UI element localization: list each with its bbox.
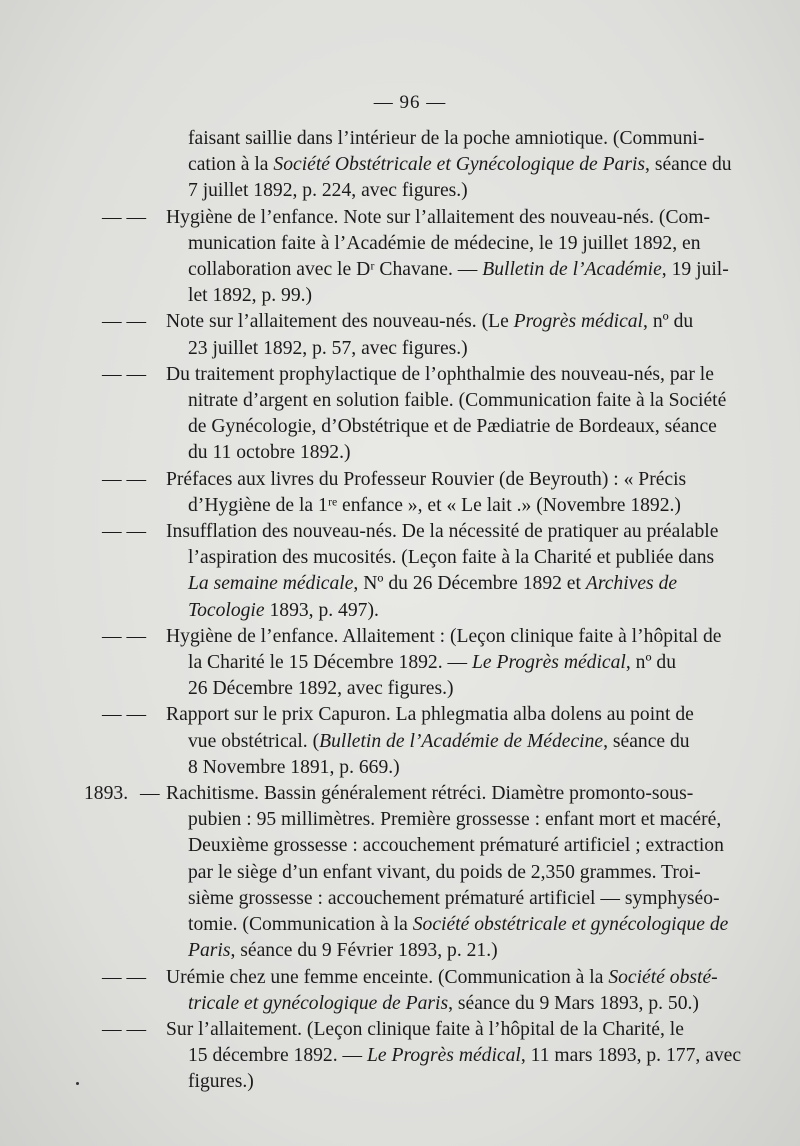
entry-line: Du traitement prophylactique de l’ophthalmie des nouveau-nés, par le <box>166 363 714 385</box>
entry-line: Rachitisme. Bassin généralement rétréci. Diamètre promonto-sous- <box>166 783 694 805</box>
bibliography-entry <box>0 702 800 781</box>
entry-line: l’aspiration des mucosités. (Leçon faite à la Charité et publiée dans <box>188 547 715 569</box>
entry-line: munication faite à l’Académie de médecine, le 19 juillet 1892, en <box>188 232 701 254</box>
bibliography-entry <box>0 965 800 1017</box>
entry-line: cation à la Société Obstétricale et Gynécologique de Paris, séance du <box>188 154 732 176</box>
entry-line: Insufflation des nouveau-nés. De la nécessité de pratiquer au préalable <box>166 521 719 543</box>
bibliography-entry <box>0 624 800 703</box>
entry-line: vue obstétrical. (Bulletin de l’Académie de Médecine, séance du <box>188 730 690 752</box>
ditto-marker: — — <box>102 468 147 490</box>
entry-text <box>166 781 746 964</box>
bibliography-entry <box>0 781 800 964</box>
entry-line: collaboration avec le Dʳ Chavane. — Bulletin de l’Académie, 19 juil- <box>188 259 729 281</box>
entry-text <box>166 309 746 361</box>
ditto-marker: — — <box>102 1018 147 1040</box>
entry-line: tomie. (Communication à la Société obstétricale et gynécologique de <box>188 914 729 936</box>
entry-line: tricale et gynécologique de Paris, séance du 9 Mars 1893, p. 50.) <box>188 992 699 1014</box>
bibliography-entry <box>0 309 800 361</box>
entry-line: Sur l’allaitement. (Leçon clinique faite à l’hôpital de la Charité, le <box>166 1018 684 1040</box>
entry-text <box>166 519 746 624</box>
entry-text <box>166 702 746 781</box>
bibliography-entry <box>0 126 800 205</box>
entry-line: 26 Décembre 1892, avec figures.) <box>188 678 454 700</box>
entry-text <box>166 362 746 467</box>
bibliography-entry <box>0 362 800 467</box>
entry-text <box>166 624 746 703</box>
entry-line: 15 décembre 1892. — Le Progrès médical, 11 mars 1893, p. 177, avec <box>188 1045 742 1067</box>
ditto-marker: — — <box>102 206 147 228</box>
entry-line: pubien : 95 millimètres. Première grossesse : enfant mort et macéré, <box>188 809 722 831</box>
ditto-marker: — — <box>102 311 147 333</box>
print-speck <box>76 1082 79 1085</box>
entry-line: faisant saillie dans l’intérieur de la poche amniotique. (Communi- <box>188 128 705 149</box>
bibliography-entry <box>0 205 800 310</box>
entry-year: 1893. <box>84 783 129 805</box>
entry-text <box>188 126 746 205</box>
bibliography-list <box>0 126 800 1096</box>
ditto-marker: — — <box>102 521 147 543</box>
entry-line: Hygiène de l’enfance. Note sur l’allaitement des nouveau-nés. (Com- <box>166 206 711 228</box>
entry-line: let 1892, p. 99.) <box>188 285 313 307</box>
entry-line: par le siège d’un enfant vivant, du poids de 2,350 grammes. Troi- <box>188 861 701 883</box>
entry-line: Préfaces aux livres du Professeur Rouvier (de Beyrouth) : « Précis <box>166 468 687 490</box>
entry-line: la Charité le 15 Décembre 1892. — Le Progrès médical, nº du <box>188 652 677 674</box>
ditto-marker: — — <box>102 363 147 385</box>
entry-line: Paris, séance du 9 Février 1893, p. 21.) <box>188 940 498 962</box>
entry-line: de Gynécologie, d’Obstétrique et de Pædiatrie de Bordeaux, séance <box>188 416 717 438</box>
entry-line: Hygiène de l’enfance. Allaitement : (Leçon clinique faite à l’hôpital de <box>166 625 722 647</box>
entry-text <box>166 205 746 310</box>
bibliography-entry <box>0 467 800 519</box>
entry-line: Deuxième grossesse : accouchement prématuré artificiel ; extraction <box>188 835 724 857</box>
entry-line: Tocologie 1893, p. 497). <box>188 599 379 621</box>
entry-line: 23 juillet 1892, p. 57, avec figures.) <box>188 337 468 359</box>
entry-line: Note sur l’allaitement des nouveau-nés. (Le Progrès médical, nº du <box>166 311 694 333</box>
entry-line: sième grossesse : accouchement prématuré artificiel — symphyséo- <box>188 887 720 909</box>
bibliography-entry <box>0 519 800 624</box>
entry-text <box>166 965 746 1017</box>
ditto-marker: — — <box>102 704 147 726</box>
page-number: — 96 — <box>373 92 447 113</box>
entry-text <box>166 1017 746 1096</box>
entry-line: Urémie chez une femme enceinte. (Communication à la Société obsté- <box>166 966 718 988</box>
entry-line: nitrate d’argent en solution faible. (Communication faite à la Société <box>188 390 727 412</box>
entry-line: 8 Novembre 1891, p. 669.) <box>188 756 400 778</box>
bibliography-entry <box>0 1017 800 1096</box>
ditto-marker: — — <box>102 625 147 647</box>
entry-line: du 11 octobre 1892.) <box>188 442 351 464</box>
entry-line: 7 juillet 1892, p. 224, avec figures.) <box>188 180 468 202</box>
entry-line: figures.) <box>188 1071 254 1093</box>
entry-line: d’Hygiène de la 1ʳᵉ enfance », et « Le lait .» (Novembre 1892.) <box>188 494 681 516</box>
entry-dash: — <box>140 783 160 805</box>
entry-text <box>166 467 746 519</box>
ditto-marker: — — <box>102 966 147 988</box>
entry-line: Rapport sur le prix Capuron. La phlegmatia alba dolens au point de <box>166 704 694 726</box>
entry-line: La semaine médicale, Nº du 26 Décembre 1892 et Archives de <box>188 573 678 595</box>
